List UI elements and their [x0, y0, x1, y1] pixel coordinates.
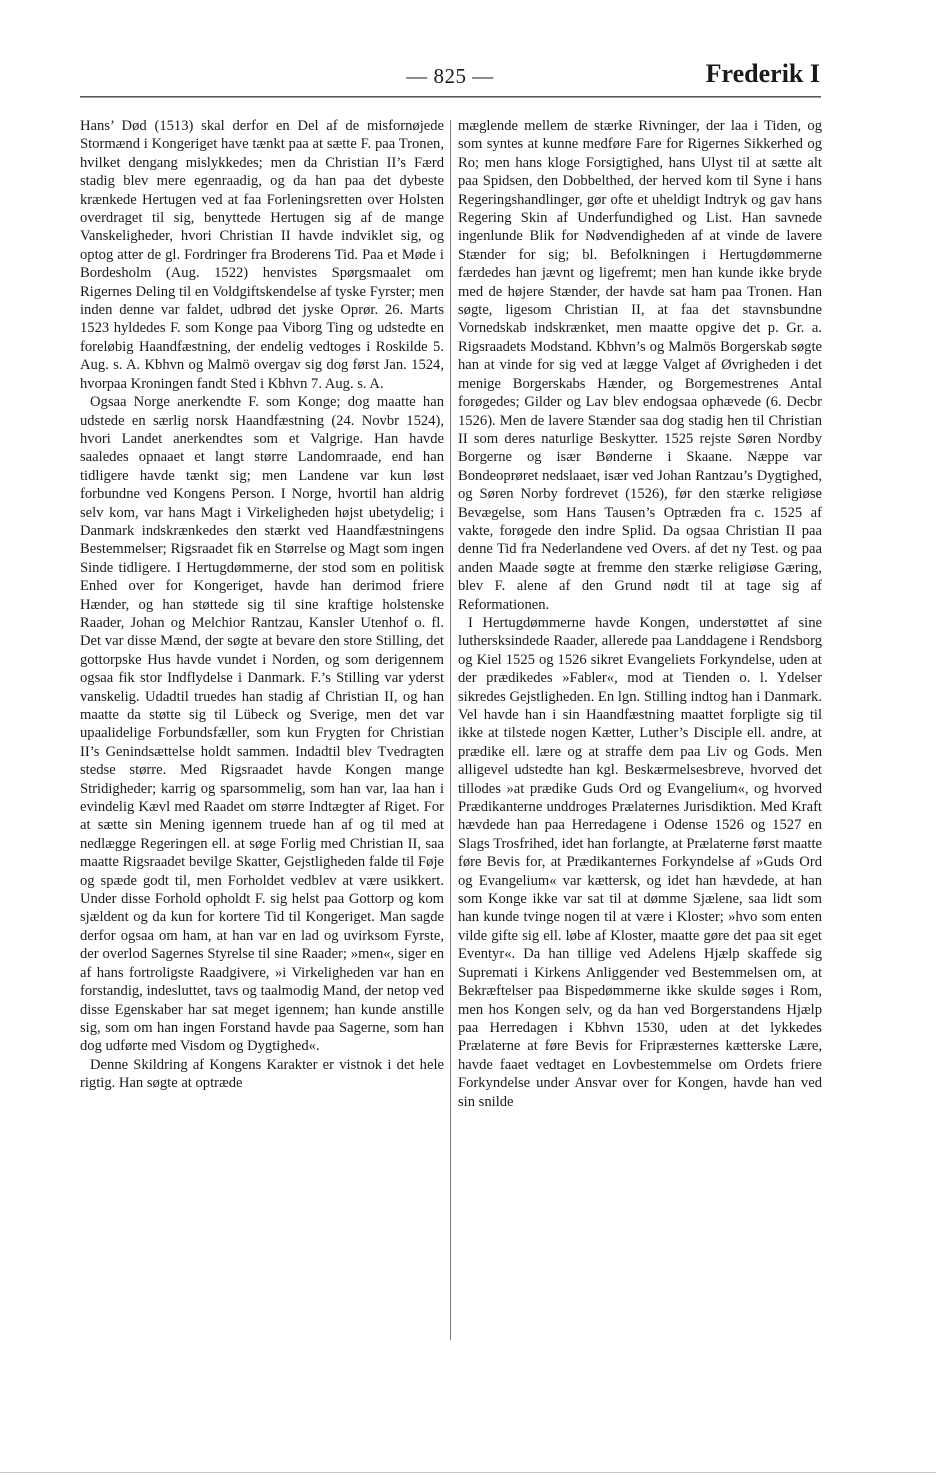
running-head: Frederik I [705, 59, 820, 88]
paragraph: Denne Skildring af Kongens Karakter er vistnok i det hele rigtig. Han søgte at optræde [80, 1056, 444, 1092]
page-number: — 825 — [406, 64, 494, 88]
left-column [80, 117, 444, 1093]
paragraph: I Hertugdømmerne havde Kongen, understøttet af sine luthersksindede Raader, allerede paa Landdagene i Rendsborg og Kiel 1525 og 1526 sikret Evangeliets Forkyndelse, uden at der prædikedes »Fabler«, mod at Tienden o. l. Ydelser sikredes Gejstligheden. En lgn. Stilling indtog han i Danmark. Vel havde han i sin Haandfæstning maattet forpligte sig til ikke at tilstede nogen Kætter, Luther’s Disciple ell. andre, at prædike ell. lære og at straffe dem paa Liv og Gods. Men alligevel udstedte han kgl. Beskærmelsesbreve, hvorved det tillodes »at prædike Guds Ord og Evangelium«, og hvorved Prædikanterne unddroges Prælaternes Jurisdiktion. Med Kraft hævdede han paa Herredagene i Odense 1526 og 1527 en Slags Trosfrihed, idet han forlangte, at Prælaterne først maatte føre Bevis for, at Prædikanternes Forkyndelse af »Guds Ord og Evangelium« var kættersk, og idet han hævdede, at han som Konge ikke var sat til at dømme Sjælene, saa lidt som han kunde tvinge nogen til at være i Kloster; »hvo som enten vilde gifte sig ell. løbe af Kloster, maatte gøre det paa sit eget Eventyr«. Da han tillige ved Adelens Hjælp skaffede sig Supremati i Kirkens Anliggender ved Bestemmelsen om, at Bekræftelser paa Bispedømmerne ikke skulde søges i Rom, men hos Kongen selv, og da han ved Borgerstandens Hjælp paa Herredagen i Kbhvn 1530, uden at det lykkedes Prælaterne at føre Bevis for Fripræsternes kætterske Lære, havde faaet vedtaget en Lovbestemmelse om Ordets friere Forkyndelse under Ansvar over for Kongen, havde han ved sin snilde [458, 614, 822, 1110]
paragraph: Hans’ Død (1513) skal derfor en Del af de misfornøjede Stormænd i Kongeriget have tænkt paa at sætte F. paa Tronen, hvilket dengang mislykkedes; men da Christian II’s Færd stadig blev mere egenraadig, og da han paa det dybeste krænkede Hertugen ved at faa Forleningsretten over Holsten overdraget til sig, benyttede Hertugen sig af de mange Vanskeligheder, hvori Christian II havde indviklet sig, og optog atter de gl. Fordringer fra Broderens Tid. Paa et Møde i Bordesholm (Aug. 1522) henvistes Spørgsmaalet om Rigernes Deling til en Voldgiftskendelse af tyske Fyrster; men inden denne var faldet, udbrød det jyske Oprør. 26. Marts 1523 hyldedes F. som Konge paa Viborg Ting og udstedte en foreløbig Haandfæstning, der endelig vedtoges i Roskilde 5. Aug. s. A. Kbhvn og Malmö overgav sig dog først Jan. 1524, hvorpaa Kroningen fandt Sted i Kbhvn 7. Aug. s. A. [80, 118, 444, 392]
page-header [80, 58, 820, 98]
paragraph: Ogsaa Norge anerkendte F. som Konge; dog maatte han udstede en særlig norsk Haandfæstning (24. Novbr 1524), hvori Landet anerkendtes som et Valgrige. Han havde saaledes opnaaet et langt større Landomraade, end han tidligere havde tænkt sig; men Landene var kun løst forbundne ved Kongens Person. I Norge, hvortil han aldrig selv kom, var hans Magt i Virkeligheden højst ubetydelig; i Danmark indskrænkedes den stærkt ved Haandfæstningens Bestemmelser; Rigsraadet fik en Størrelse og Magt som ingen Sinde tidligere. I Hertugdømmerne, der stod som en politisk Enhed over for Kongeriget, havde han derimod friere Hænder, og han støttede sig til sine kraftige holstenske Raader, Johan og Melchior Rantzau, Kansler Utenhof o. fl. Det var disse Mænd, der søgte at bevare den store Stilling, det gottorpske Hus havde vundet i Norden, og som derigennem ogsaa fik stor Indflydelse i Danmark. F.’s Stilling var yderst vanskelig. Udadtil truedes han stadig af Christian II, og han maatte da støtte sig til Lübeck og Sverige, men det var upaalidelige Forbundsfæller, som kun Frygten for Christian II’s Genindsættelse holdt sammen. Indadtil blev Tvedragten stedse større. Med Rigsraadet havde Kongen mange Stridigheder; karrig og sparsommelig, som han var, laa han i evindelig Kævl med Raadet om større Indtægter af Riget. For at sætte sin Mening igennem truede han af og til med at nedlægge Regeringen ell. at søge Forlig med Christian II, saa maatte Rigsraadet bevilge Skatter, Gejstligheden falde til Føje og spæde godt til, men Forholdet vedblev at være usikkert. Under disse Forhold opholdt F. sig helst paa Gottorp og kom sjældent og da kun for kortere Tid til Kongeriget. Man sagde derfor ogsaa om ham, at han var en lad og uvirksom Fyrste, der overlod Sagernes Styrelse til sine Raader; »men«, siger en af hans fortroligste Raadgivere, »i Virkeligheden var han en forstandig, indesluttet, tavs og taalmodig Mand, der netop ved disse Egenskaber har sat meget igennem; han kunde anstille sig, som om han ingen Forstand havde paa Sagerne, som han dog udførte med Visdom og Dygtighed«. [80, 394, 444, 1055]
paragraph: mæglende mellem de stærke Rivninger, der laa i Tiden, og som syntes at kunne medføre Fare for Rigernes Sikkerhed og Ro; men hans kloge Forsigtighed, hans Ulyst til at sætte alt paa Spidsen, den Dobbelthed, der herved kom til Syne i hans Regeringshandlinger, gør ofte et uheldigt Indtryk og gav hans Regering Skin af Underfundighed og List. Han savnede ingenlunde Blik for Nødvendigheden af at vinde de lavere Stænder for sig; bl. Befolkningen i Hertugdømmerne færdedes han jævnt og ligefremt; men han kunde ikke bryde med de højere Stænder, der havde sat ham paa Tronen. Han søgte, ligesom Christian II, at faa det stavnsbundne Vornedskab indskrænket, men maatte opgive det p. Gr. a. Rigsraadets Modstand. Kbhvn’s og Malmös Borgerskab søgte han at vinde for sig ved at lægge Valget af Øvrigheden i det menige Borgerskabs Hænder, og Borgemestrenes Antal forøgedes; Gilder og Lav blev endogsaa ophævede (6. Decbr 1526). Men de lavere Stænder saa dog stadig hen til Christian II som deres naturlige Beskytter. 1525 rejste Søren Nordby Borgerne og især Bønderne i Skaane. Næppe var Bondeoprøret nedslaaet, især ved Johan Rantzau’s Dygtighed, og Søren Norby fordrevet (1526), før den stærke religiøse Bevægelse, som Hans Tausen’s Optræden fra c. 1525 af vakte, forøgede den indre Splid. Da ogsaa Christian II paa denne Tid fra Nederlandene ved Overs. af det ny Test. og paa anden Maade søgte at fremme den stærke religiøse Gæring, blev F. alene af den Grund nødt til at tage sig af Reformationen. [458, 118, 822, 613]
header-rule [80, 96, 821, 98]
scan-edge [0, 1472, 936, 1473]
column-divider [450, 120, 451, 1340]
right-column [458, 117, 822, 1111]
